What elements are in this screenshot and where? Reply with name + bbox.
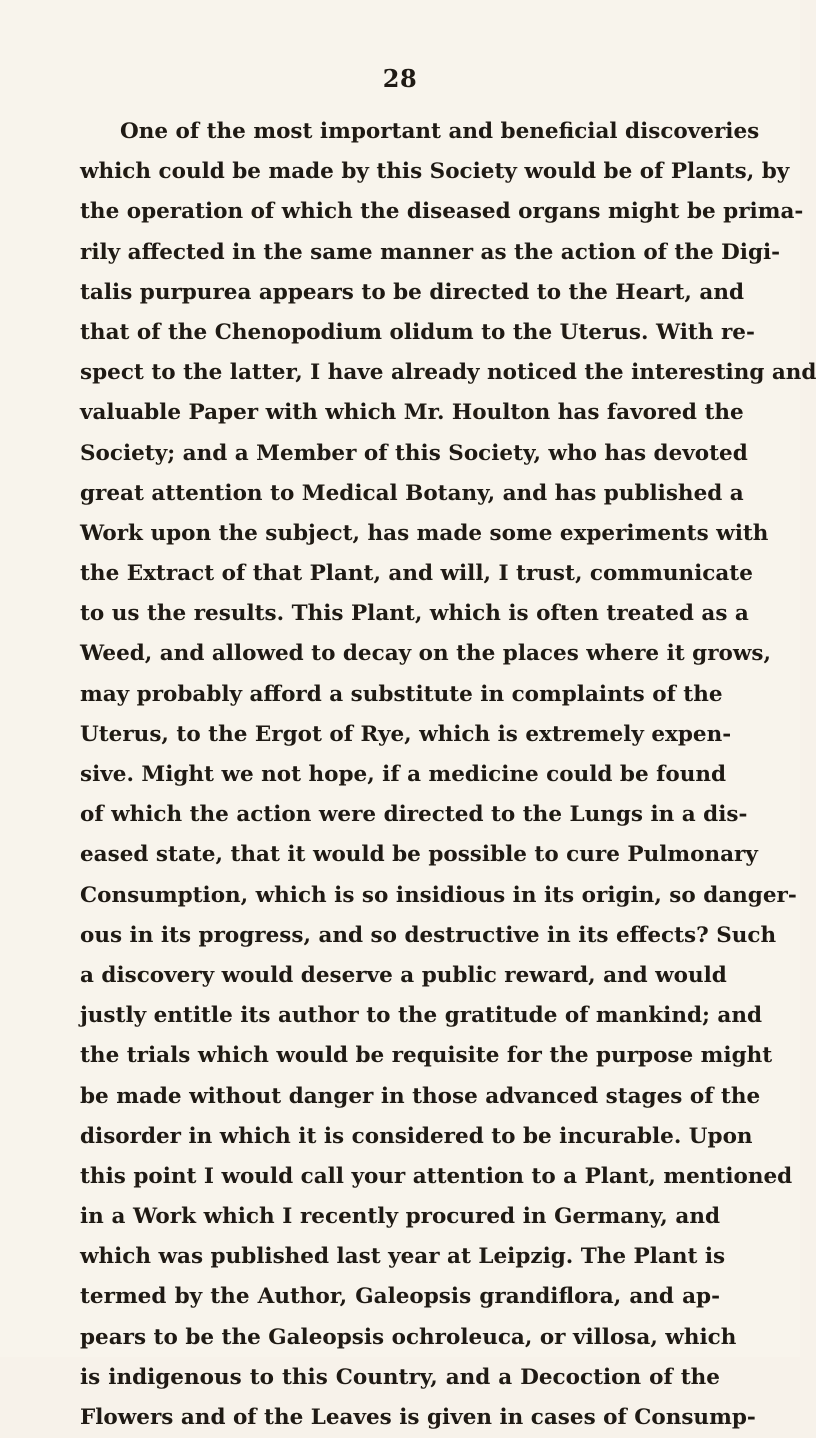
text-line: Consumption, which is so insidious in its origin, so danger- bbox=[80, 882, 797, 908]
text-line: Work upon the subject, has made some experiments with bbox=[80, 520, 769, 546]
text-line: which was published last year at Leipzig. The Plant is bbox=[80, 1244, 726, 1270]
text-line: that of the Chenopodium olidum to the Uterus. With re- bbox=[80, 319, 755, 345]
text-line: Society; and a Member of this Society, who has devoted bbox=[80, 440, 748, 466]
text-line: Uterus, to the Ergot of Rye, which is extremely expen- bbox=[80, 721, 732, 747]
text-line: great attention to Medical Botany, and has published a bbox=[80, 480, 744, 506]
text-line: the trials which would be requisite for the purpose might bbox=[80, 1043, 773, 1069]
text-line: spect to the latter, I have already noticed the interesting and bbox=[80, 360, 816, 386]
text-line: is indigenous to this Country, and a Decoction of the bbox=[80, 1364, 720, 1390]
text-line: the Extract of that Plant, and will, I trust, communicate bbox=[80, 561, 753, 587]
text-line: talis purpurea appears to be directed to the Heart, and bbox=[80, 279, 745, 305]
text-line: rily affected in the same manner as the action of the Digi- bbox=[80, 239, 781, 265]
page-number: 28 bbox=[382, 64, 418, 93]
body-paragraph bbox=[80, 112, 816, 1438]
text-line: Flowers and of the Leaves is given in cases of Consump- bbox=[80, 1405, 756, 1430]
text-line: termed by the Author, Galeopsis grandiflora, and ap- bbox=[80, 1284, 720, 1310]
text-line: to us the results. This Plant, which is often treated as a bbox=[80, 601, 749, 627]
text-line: ous in its progress, and so destructive in its effects? Such bbox=[80, 922, 777, 948]
text-line: valuable Paper with which Mr. Houlton has favored the bbox=[80, 400, 744, 426]
text-line: One of the most important and beneficial discoveries bbox=[120, 119, 760, 144]
text-line: justly entitle its author to the gratitude of mankind; and bbox=[80, 1003, 762, 1029]
text-line: may probably afford a substitute in complaints of the bbox=[80, 681, 723, 707]
text-line: in a Work which I recently procured in Germany, and bbox=[80, 1204, 720, 1230]
text-line: the operation of which the diseased organs might be prima- bbox=[80, 199, 804, 225]
text-line: a discovery would deserve a public reward, and would bbox=[80, 962, 727, 988]
text-line: disorder in which it is considered to be incurable. Upon bbox=[80, 1123, 753, 1149]
text-line: this point I would call your attention to a Plant, mentioned bbox=[80, 1163, 793, 1189]
text-line: be made without danger in those advanced stages of the bbox=[80, 1083, 761, 1109]
text-line: sive. Might we not hope, if a medicine could be found bbox=[80, 762, 727, 787]
text-line: which could be made by this Society would be of Plants, by bbox=[80, 159, 790, 185]
text-line: eased state, that it would be possible to cure Pulmonary bbox=[80, 842, 758, 868]
text-line: of which the action were directed to the Lungs in a dis- bbox=[80, 802, 748, 828]
text-line: Weed, and allowed to decay on the places where it grows, bbox=[80, 641, 771, 667]
text-line: pears to be the Galeopsis ochroleuca, or villosa, which bbox=[80, 1324, 737, 1350]
